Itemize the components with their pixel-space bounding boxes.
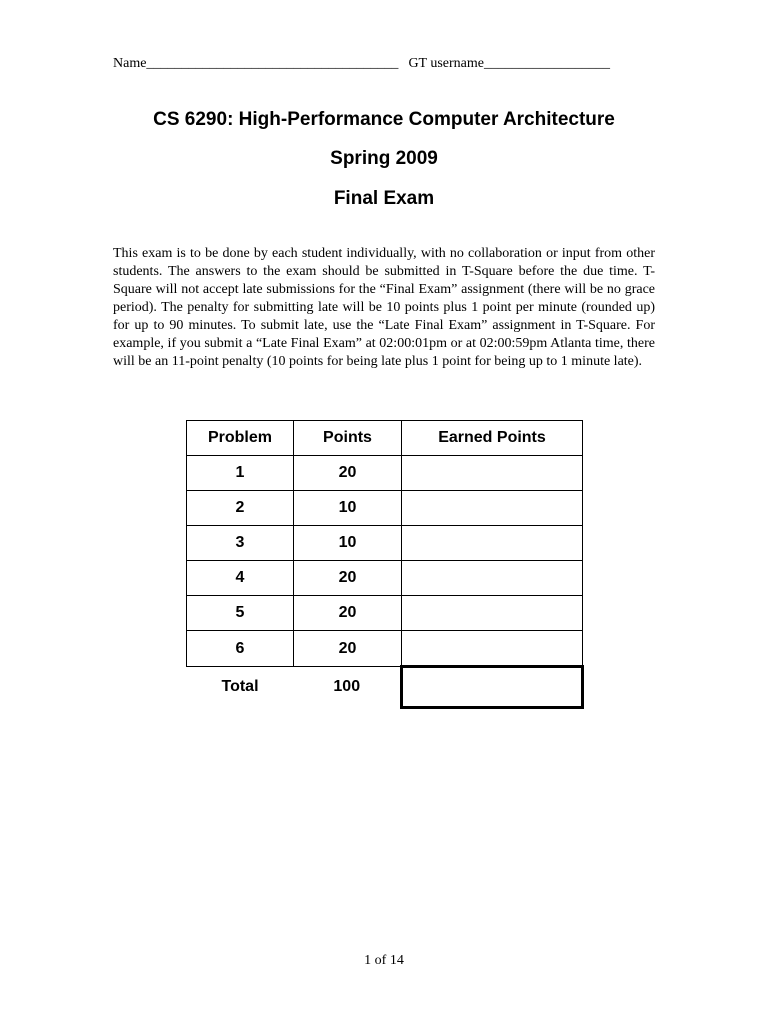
problem-number: 1 <box>187 456 294 491</box>
problem-points: 20 <box>294 596 402 631</box>
total-points: 100 <box>333 678 361 696</box>
table-row <box>187 561 583 596</box>
problem-points: 20 <box>294 631 402 667</box>
column-header-points: Points <box>294 421 402 456</box>
earned-points-cell <box>402 561 583 596</box>
column-header-problem: Problem <box>187 421 294 456</box>
total-label: Total <box>221 678 259 696</box>
score-table-header-row <box>187 421 583 456</box>
course-title: CS 6290: High-Performance Computer Architecture <box>153 109 615 130</box>
total-row <box>187 667 583 708</box>
table-row <box>187 526 583 561</box>
page-number: 1 of 14 <box>364 953 404 968</box>
table-row <box>187 491 583 526</box>
exam-title: Final Exam <box>333 188 435 209</box>
problem-number: 6 <box>187 631 294 667</box>
problem-number: 4 <box>187 561 294 596</box>
table-row <box>187 631 583 667</box>
earned-points-cell <box>402 456 583 491</box>
earned-points-cell <box>402 491 583 526</box>
student-info-line <box>113 56 610 72</box>
table-row <box>187 456 583 491</box>
column-header-earned-points: Earned Points <box>402 421 583 456</box>
earned-points-cell <box>402 526 583 561</box>
term-title: Spring 2009 <box>330 148 438 169</box>
problem-points: 20 <box>294 456 402 491</box>
earned-points-cell <box>402 631 583 667</box>
table-row <box>187 596 583 631</box>
problem-points: 10 <box>294 526 402 561</box>
problem-points: 20 <box>294 561 402 596</box>
exam-instructions: This exam is to be done by each student individually, with no collaboration or input from other students. The answers to the exam should be submitted in T-Square before the due time. T-Square will not accept late submissions for the “Final Exam” assignment (there will be no grace period). The penalty for submitting late will be 10 points plus 1 point per minute (rounded up) for up to 90 minutes. To submit late, use the “Late Final Exam” assignment in T-Square. For example, if you submit a “Late Final Exam” at 02:00:01pm or at 02:00:59pm Atlanta time, there will be an 11-point penalty (10 points for being late plus 1 point for being up to 1 minute late). <box>113 246 655 369</box>
problem-number: 5 <box>187 596 294 631</box>
total-earned-box <box>402 667 583 708</box>
name-field-label: Name____________________________________ <box>113 56 399 71</box>
earned-points-cell <box>402 596 583 631</box>
score-table <box>186 420 584 709</box>
gt-username-field-label: GT username__________________ <box>408 56 610 71</box>
problem-points: 10 <box>294 491 402 526</box>
problem-number: 2 <box>187 491 294 526</box>
problem-number: 3 <box>187 526 294 561</box>
